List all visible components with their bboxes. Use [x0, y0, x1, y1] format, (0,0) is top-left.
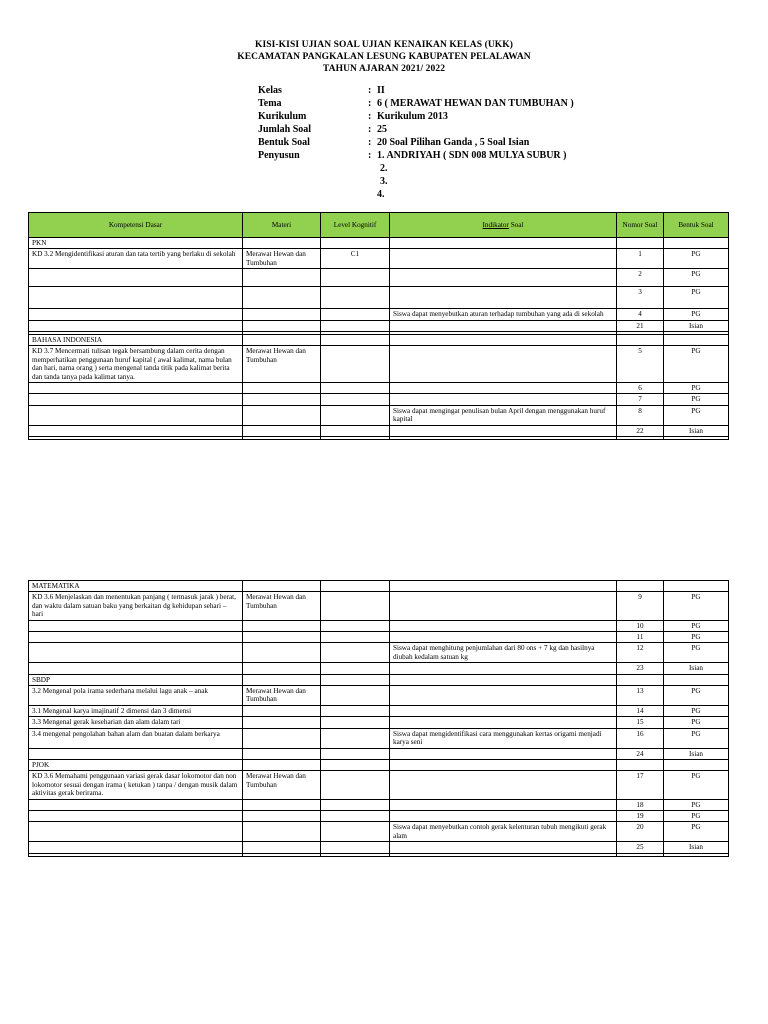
empty-cell [617, 674, 664, 685]
cell-kompetensi-dasar [29, 309, 243, 320]
cell-materi [243, 320, 321, 331]
cell-bentuk-soal: PG [664, 643, 729, 663]
cell-materi [243, 287, 321, 309]
info-penyusun-2 [258, 162, 574, 175]
cell-materi [243, 394, 321, 405]
empty-cell [390, 674, 617, 685]
cell-bentuk-soal: PG [664, 249, 729, 269]
cell-materi: Merawat Hewan dan Tumbuhan [243, 771, 321, 799]
cell-bentuk-soal [664, 853, 729, 856]
cell-bentuk-soal: PG [664, 309, 729, 320]
empty-cell [321, 759, 390, 770]
table-row [29, 717, 729, 728]
header-bentuk-soal: Bentuk Soal [664, 213, 729, 238]
cell-nomor-soal: 24 [617, 748, 664, 759]
empty-cell [243, 335, 321, 346]
info-kurikulum [258, 110, 574, 123]
empty-cell [664, 581, 729, 592]
info-block [258, 84, 574, 201]
cell-kompetensi-dasar [29, 269, 243, 287]
cell-nomor-soal: 17 [617, 771, 664, 799]
info-value: 1. ANDRIYAH ( SDN 008 MULYA SUBUR ) [377, 150, 567, 161]
cell-nomor-soal: 8 [617, 405, 664, 425]
cell-materi [243, 425, 321, 436]
cell-indikator-soal [390, 663, 617, 674]
cell-level-kognitif [321, 394, 390, 405]
cell-nomor-soal: 23 [617, 663, 664, 674]
empty-cell [243, 674, 321, 685]
cell-level-kognitif [321, 620, 390, 631]
info-value: II [377, 85, 385, 96]
cell-materi [243, 842, 321, 853]
info-colon: : [368, 124, 372, 135]
cell-kompetensi-dasar: KD 3.6 Memahami penggunaan variasi gerak dasar lokomotor dan non lokomotor sesuai dengan irama ( ketukan ) tanpa / dengan musik dalam aktivitas gerak berirama. [29, 771, 243, 799]
table-row [29, 287, 729, 309]
info-label: Jumlah Soal [258, 124, 312, 135]
cell-level-kognitif [321, 643, 390, 663]
cell-level-kognitif [321, 853, 390, 856]
empty-cell [243, 759, 321, 770]
table-row [29, 643, 729, 663]
cell-kompetensi-dasar [29, 632, 243, 643]
header-nomor-soal: Nomor Soal [617, 213, 664, 238]
info-colon: : [368, 98, 372, 109]
table-row [29, 842, 729, 853]
doc-title-line1: KISI-KISI UJIAN SOAL UJIAN KENAIKAN KELAS (UKK) [254, 40, 514, 50]
cell-kompetensi-dasar [29, 320, 243, 331]
cell-nomor-soal: 2 [617, 269, 664, 287]
cell-bentuk-soal: PG [664, 287, 729, 309]
cell-level-kognitif [321, 346, 390, 383]
table-row [29, 320, 729, 331]
section-title: MATEMATIKA [29, 581, 243, 592]
table-row [29, 309, 729, 320]
table-row [29, 632, 729, 643]
cell-bentuk-soal: PG [664, 799, 729, 810]
table-row [29, 592, 729, 620]
table-row [29, 853, 729, 856]
cell-indikator-soal [390, 686, 617, 706]
table-row [29, 822, 729, 842]
cell-kompetensi-dasar: 3.3 Mengenal gerak keseharian dan alam dalam tari [29, 717, 243, 728]
cell-indikator-soal [390, 853, 617, 856]
cell-materi [243, 632, 321, 643]
cell-indikator-soal [390, 249, 617, 269]
section-row [29, 238, 729, 249]
cell-indikator-soal: Siswa dapat mengingat penulisan bulan April dengan menggunakan huruf kapital [390, 405, 617, 425]
cell-materi [243, 853, 321, 856]
table-row [29, 705, 729, 716]
cell-nomor-soal: 4 [617, 309, 664, 320]
info-kelas [258, 84, 574, 97]
cell-kompetensi-dasar [29, 663, 243, 674]
cell-nomor-soal: 25 [617, 842, 664, 853]
info-label: Tema [258, 98, 282, 109]
cell-bentuk-soal: Isian [664, 425, 729, 436]
section-title: PJOK [29, 759, 243, 770]
info-bentuk-soal [258, 136, 574, 149]
cell-indikator-soal [390, 383, 617, 394]
empty-cell [321, 335, 390, 346]
cell-nomor-soal: 7 [617, 394, 664, 405]
cell-bentuk-soal: PG [664, 394, 729, 405]
cell-indikator-soal [390, 394, 617, 405]
section-row [29, 759, 729, 770]
cell-nomor-soal: 16 [617, 728, 664, 748]
empty-cell [617, 581, 664, 592]
cell-bentuk-soal: PG [664, 383, 729, 394]
info-label: Kurikulum [258, 111, 307, 122]
empty-cell [390, 581, 617, 592]
cell-level-kognitif [321, 437, 390, 440]
info-value: 6 ( MERAWAT HEWAN DAN TUMBUHAN ) [377, 98, 574, 109]
cell-materi [243, 663, 321, 674]
cell-kompetensi-dasar [29, 394, 243, 405]
cell-level-kognitif [321, 728, 390, 748]
empty-cell [243, 238, 321, 249]
cell-bentuk-soal: PG [664, 705, 729, 716]
cell-nomor-soal: 12 [617, 643, 664, 663]
info-value: 2. [380, 163, 388, 174]
cell-indikator-soal [390, 705, 617, 716]
table-row [29, 620, 729, 631]
cell-indikator-soal [390, 717, 617, 728]
table-row [29, 425, 729, 436]
cell-kompetensi-dasar [29, 405, 243, 425]
cell-nomor-soal: 18 [617, 799, 664, 810]
empty-cell [321, 581, 390, 592]
info-colon: : [368, 150, 372, 161]
table-row [29, 394, 729, 405]
cell-materi: Merawat Hewan dan Tumbuhan [243, 592, 321, 620]
cell-indikator-soal [390, 799, 617, 810]
cell-indikator-soal: Siswa dapat mengidentifikasi cara menggunakan kertas origami menjadi karya seni [390, 728, 617, 748]
empty-cell [321, 674, 390, 685]
cell-materi: Merawat Hewan dan Tumbuhan [243, 249, 321, 269]
header-indikator-soal [390, 213, 617, 238]
section-row [29, 581, 729, 592]
info-penyusun-4 [258, 188, 574, 201]
cell-nomor-soal: 22 [617, 425, 664, 436]
info-label: Bentuk Soal [258, 137, 310, 148]
cell-materi [243, 437, 321, 440]
section-title: PKN [29, 238, 243, 249]
cell-kompetensi-dasar [29, 425, 243, 436]
cell-nomor-soal: 1 [617, 249, 664, 269]
cell-level-kognitif [321, 799, 390, 810]
cell-level-kognitif [321, 632, 390, 643]
cell-materi [243, 748, 321, 759]
cell-nomor-soal: 19 [617, 810, 664, 821]
empty-cell [321, 238, 390, 249]
cell-kompetensi-dasar [29, 842, 243, 853]
info-colon: : [368, 85, 372, 96]
info-penyusun-3 [258, 175, 574, 188]
cell-indikator-soal [390, 748, 617, 759]
cell-materi [243, 717, 321, 728]
cell-level-kognitif [321, 383, 390, 394]
cell-nomor-soal: 9 [617, 592, 664, 620]
cell-nomor-soal: 10 [617, 620, 664, 631]
info-colon: : [368, 137, 372, 148]
section-title: SBDP [29, 674, 243, 685]
header-level-kognitif: Level Kognitif [321, 213, 390, 238]
cell-nomor-soal: 13 [617, 686, 664, 706]
cell-kompetensi-dasar [29, 853, 243, 856]
cell-nomor-soal: 6 [617, 383, 664, 394]
cell-materi [243, 620, 321, 631]
cell-nomor-soal: 5 [617, 346, 664, 383]
cell-kompetensi-dasar [29, 748, 243, 759]
info-jumlah-soal [258, 123, 574, 136]
info-value: 3. [380, 176, 388, 187]
cell-indikator-soal [390, 632, 617, 643]
cell-level-kognitif [321, 705, 390, 716]
table-row [29, 728, 729, 748]
table-header-row [29, 213, 729, 238]
cell-level-kognitif [321, 842, 390, 853]
cell-materi [243, 405, 321, 425]
cell-kompetensi-dasar [29, 822, 243, 842]
cell-materi [243, 705, 321, 716]
table-row [29, 748, 729, 759]
info-tema [258, 97, 574, 110]
section-row [29, 674, 729, 685]
cell-bentuk-soal: PG [664, 632, 729, 643]
info-value: 20 Soal Pilihan Ganda , 5 Soal Isian [377, 137, 530, 148]
cell-indikator-soal [390, 437, 617, 440]
cell-bentuk-soal: PG [664, 717, 729, 728]
cell-level-kognitif [321, 717, 390, 728]
cell-materi: Merawat Hewan dan Tumbuhan [243, 686, 321, 706]
cell-nomor-soal: 3 [617, 287, 664, 309]
cell-indikator-soal: Siswa dapat menyebutkan contoh gerak kelenturan tubuh mengikuti gerak alam [390, 822, 617, 842]
table-row [29, 799, 729, 810]
cell-materi [243, 728, 321, 748]
cell-nomor-soal: 21 [617, 320, 664, 331]
cell-indikator-soal [390, 592, 617, 620]
empty-cell [390, 759, 617, 770]
cell-materi [243, 643, 321, 663]
table-row [29, 269, 729, 287]
empty-cell [617, 238, 664, 249]
header-kompetensi-dasar: Kompetensi Dasar [29, 213, 243, 238]
table-row [29, 686, 729, 706]
cell-kompetensi-dasar [29, 620, 243, 631]
cell-level-kognitif [321, 309, 390, 320]
cell-nomor-soal [617, 437, 664, 440]
info-value: 4. [377, 189, 385, 200]
cell-bentuk-soal: PG [664, 620, 729, 631]
kisi-kisi-table-2 [28, 580, 729, 857]
cell-nomor-soal: 14 [617, 705, 664, 716]
cell-bentuk-soal: PG [664, 822, 729, 842]
cell-bentuk-soal: Isian [664, 842, 729, 853]
empty-cell [664, 335, 729, 346]
cell-bentuk-soal: PG [664, 346, 729, 383]
empty-cell [390, 238, 617, 249]
cell-kompetensi-dasar [29, 287, 243, 309]
cell-kompetensi-dasar [29, 383, 243, 394]
info-colon: : [368, 111, 372, 122]
table-row [29, 346, 729, 383]
cell-kompetensi-dasar: KD 3.6 Menjelaskan dan menentukan panjang ( termasuk jarak ) berat, dan waktu dalam satuan baku yang berkaitan dg kehidupan sehari – hari [29, 592, 243, 620]
empty-cell [617, 335, 664, 346]
cell-level-kognitif [321, 269, 390, 287]
header-materi: Materi [243, 213, 321, 238]
cell-kompetensi-dasar [29, 643, 243, 663]
cell-materi [243, 309, 321, 320]
cell-level-kognitif [321, 822, 390, 842]
cell-bentuk-soal: PG [664, 269, 729, 287]
doc-title-line3: TAHUN AJARAN 2021/ 2022 [322, 64, 446, 74]
cell-materi [243, 799, 321, 810]
table-row [29, 810, 729, 821]
doc-title-line2: KECAMATAN PANGKALAN LESUNG KABUPATEN PELALAWAN [237, 52, 531, 62]
cell-nomor-soal: 11 [617, 632, 664, 643]
cell-indikator-soal: Siswa dapat menghitung penjumlahan dari 80 ons + 7 kg dan hasilnya diubah kedalam satuan kg [390, 643, 617, 663]
empty-cell [664, 674, 729, 685]
cell-nomor-soal: 15 [617, 717, 664, 728]
empty-cell [617, 759, 664, 770]
header-indikator-underlined: Indikator [482, 220, 509, 229]
empty-cell [390, 335, 617, 346]
cell-materi: Merawat Hewan dan Tumbuhan [243, 346, 321, 383]
cell-level-kognitif [321, 287, 390, 309]
cell-bentuk-soal [664, 437, 729, 440]
cell-kompetensi-dasar [29, 799, 243, 810]
cell-bentuk-soal: Isian [664, 748, 729, 759]
cell-kompetensi-dasar [29, 810, 243, 821]
cell-level-kognitif [321, 663, 390, 674]
table-row [29, 249, 729, 269]
cell-indikator-soal [390, 810, 617, 821]
cell-kompetensi-dasar: 3.2 Mengenal pola irama sederhana melalui lagu anak – anak [29, 686, 243, 706]
cell-kompetensi-dasar: KD 3.7 Mencermati tulisan tegak bersambung dalam cerita dengan memperhatikan penggunaan huruf kapital ( awal kalimat, nama bulan dan hari, nama orang ) serta mengenal tanda titik pada kalimat berita dan tanda tanya pada kalimat tanya. [29, 346, 243, 383]
empty-cell [243, 581, 321, 592]
cell-indikator-soal [390, 287, 617, 309]
table-row [29, 663, 729, 674]
cell-indikator-soal [390, 320, 617, 331]
cell-indikator-soal [390, 620, 617, 631]
table-row [29, 383, 729, 394]
cell-kompetensi-dasar [29, 437, 243, 440]
cell-level-kognitif [321, 686, 390, 706]
cell-indikator-soal [390, 842, 617, 853]
cell-nomor-soal: 20 [617, 822, 664, 842]
cell-bentuk-soal: PG [664, 810, 729, 821]
cell-kompetensi-dasar: 3.4 mengenal pengolahan bahan alam dan buatan dalam berkarya [29, 728, 243, 748]
cell-materi [243, 810, 321, 821]
cell-bentuk-soal: PG [664, 592, 729, 620]
section-title: BAHASA INDONESIA [29, 335, 243, 346]
info-value: 25 [377, 124, 387, 135]
cell-level-kognitif [321, 810, 390, 821]
info-label: Penyusun [258, 150, 300, 161]
cell-level-kognitif: C1 [321, 249, 390, 269]
cell-indikator-soal [390, 771, 617, 799]
cell-materi [243, 383, 321, 394]
empty-cell [664, 759, 729, 770]
table-row [29, 771, 729, 799]
cell-level-kognitif [321, 405, 390, 425]
cell-kompetensi-dasar: 3.1 Mengenal karya imajinatif 2 dimensi dan 3 dimensi [29, 705, 243, 716]
cell-bentuk-soal: PG [664, 771, 729, 799]
cell-indikator-soal [390, 425, 617, 436]
info-value: Kurikulum 2013 [377, 111, 448, 122]
cell-bentuk-soal: Isian [664, 663, 729, 674]
cell-kompetensi-dasar: KD 3.2 Mengidentifikasi aturan dan tata tertib yang berlaku di sekolah [29, 249, 243, 269]
cell-bentuk-soal: PG [664, 405, 729, 425]
cell-level-kognitif [321, 748, 390, 759]
cell-level-kognitif [321, 320, 390, 331]
info-label: Kelas [258, 85, 282, 96]
cell-indikator-soal [390, 346, 617, 383]
cell-level-kognitif [321, 771, 390, 799]
cell-nomor-soal [617, 853, 664, 856]
section-row [29, 335, 729, 346]
table-row [29, 405, 729, 425]
cell-level-kognitif [321, 592, 390, 620]
cell-bentuk-soal: PG [664, 728, 729, 748]
cell-materi [243, 822, 321, 842]
cell-indikator-soal: Siswa dapat menyebutkan aturan terhadap tumbuhan yang ada di sekolah [390, 309, 617, 320]
cell-bentuk-soal: Isian [664, 320, 729, 331]
kisi-kisi-table-1 [28, 212, 729, 440]
header-indikator-rest: Soal [508, 220, 524, 229]
info-penyusun [258, 149, 574, 162]
cell-indikator-soal [390, 269, 617, 287]
empty-cell [664, 238, 729, 249]
cell-materi [243, 269, 321, 287]
cell-level-kognitif [321, 425, 390, 436]
table-row [29, 437, 729, 440]
cell-bentuk-soal: PG [664, 686, 729, 706]
